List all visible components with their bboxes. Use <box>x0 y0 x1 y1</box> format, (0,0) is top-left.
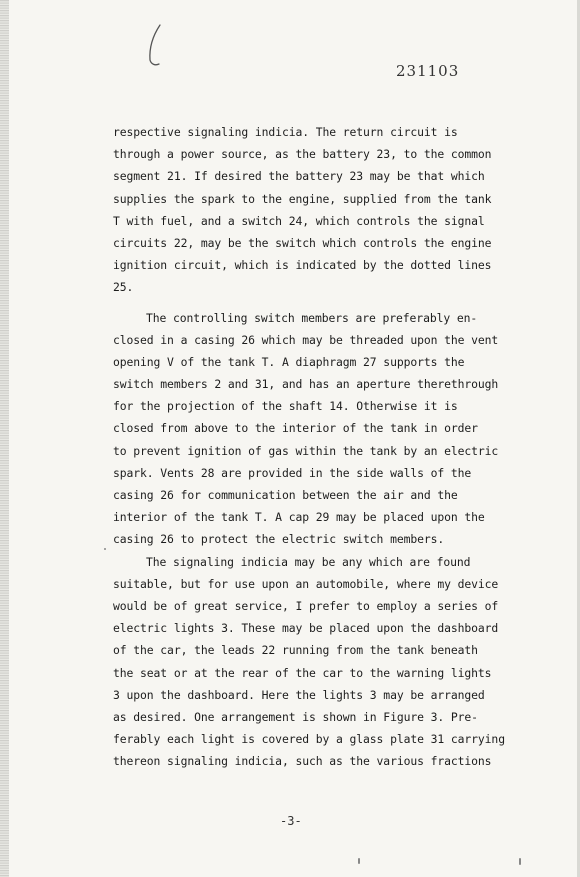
handwritten-pencil-mark <box>140 22 170 68</box>
text-line: suitable, but for use upon an automobile, where my device <box>113 576 499 591</box>
text-line: thereon signaling indicia, such as the various fractions <box>113 754 492 769</box>
text-line: casing 26 for communication between the air and the <box>113 488 458 502</box>
patent-number: 231103 <box>396 62 460 80</box>
scan-left-edge <box>0 0 9 877</box>
text-line: electric lights 3. These may be placed upon the dashboard <box>113 621 499 636</box>
paragraph-1 <box>113 121 513 299</box>
scan-speck <box>358 858 360 864</box>
text-line: the seat or at the rear of the car to the warning lights <box>113 665 492 680</box>
text-line: switch members 2 and 31, and has an aperture therethrough <box>113 377 499 392</box>
text-line: interior of the tank T. A cap 29 may be placed upon the <box>113 510 485 525</box>
text-line: The signaling indicia may be any which are found <box>146 554 471 569</box>
text-line: as desired. One arrangement is shown in Figure 3. Pre- <box>113 709 478 724</box>
text-line: of the car, the leads 22 running from the tank beneath <box>113 643 478 658</box>
text-line: spark. Vents 28 are provided in the side walls of the <box>113 465 472 480</box>
text-line: 3 upon the dashboard. Here the lights 3 may be arranged <box>113 687 485 702</box>
text-line: ferably each light is covered by a glass plate 31 carrying <box>113 732 505 747</box>
text-line: ignition circuit, which is indicated by the dotted lines <box>113 258 492 273</box>
text-line: through a power source, as the battery 23, to the common <box>113 147 492 162</box>
text-line: to prevent ignition of gas within the tank by an electric <box>113 443 499 458</box>
text-line: for the projection of the shaft 14. Otherwise it is <box>113 399 458 414</box>
text-line: segment 21. If desired the battery 23 may be that which <box>113 169 485 184</box>
scan-speck <box>104 548 106 550</box>
text-line: casing 26 to protect the electric switch members. <box>113 532 445 547</box>
text-line: opening V of the tank T. A diaphragm 27 supports the <box>113 354 465 369</box>
paragraph-3 <box>113 551 513 773</box>
text-line: closed from above to the interior of the tank in order <box>113 421 478 436</box>
scan-speck <box>519 858 521 865</box>
text-line: closed in a casing 26 which may be threaded upon the vent <box>113 332 499 347</box>
page-number: -3- <box>280 814 302 828</box>
paragraph-2 <box>113 307 513 551</box>
text-line: respective signaling indicia. The return circuit is <box>113 125 458 139</box>
text-line: supplies the spark to the engine, supplied from the tank <box>113 191 492 206</box>
text-line: circuits 22, may be the switch which controls the engine <box>113 235 492 250</box>
text-line: 25. <box>113 280 134 295</box>
text-line: would be of great service, I prefer to employ a series of <box>113 598 499 613</box>
paragraph-gap <box>113 299 513 307</box>
text-line: T with fuel, and a switch 24, which controls the signal <box>113 213 485 228</box>
text-line: The controlling switch members are preferably en- <box>146 310 478 325</box>
document-body <box>113 121 513 772</box>
